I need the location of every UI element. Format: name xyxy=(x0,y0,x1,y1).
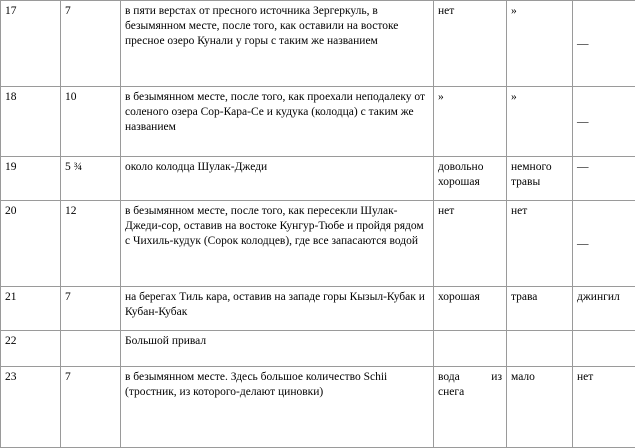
water-cell xyxy=(434,367,507,448)
distance-cell: 7 xyxy=(61,1,121,87)
table-row xyxy=(1,1,635,87)
station-number-cell: 22 xyxy=(1,331,61,367)
distance-cell: 7 xyxy=(61,287,121,331)
water-cell: довольно хорошая xyxy=(434,157,507,201)
station-number-cell: 17 xyxy=(1,1,61,87)
station-number-cell: 18 xyxy=(1,87,61,157)
place-description-cell: в безымянном месте, после того, как пересекли Шулак-Джеди-сор, оставив на востоке Кунгур-Тюбе и пройдя рядом с Чихиль-кудук (Сорок колодцев), где все запасаются водой xyxy=(121,201,434,287)
place-description-cell: в пяти верстах от пресного источника Зергеркуль, в безымянном месте, после того, как оставили на востоке пресное озеро Кунали у горы с таким же названием xyxy=(121,1,434,87)
distance-cell: 12 xyxy=(61,201,121,287)
grass-cell: мало xyxy=(507,367,573,448)
grass-cell xyxy=(507,331,573,367)
distance-cell: 5 ¾ xyxy=(61,157,121,201)
fuel-cell: — xyxy=(573,87,635,157)
distance-cell: 10 xyxy=(61,87,121,157)
station-number-cell: 20 xyxy=(1,201,61,287)
fuel-cell: — xyxy=(573,157,635,201)
table-row xyxy=(1,287,635,331)
grass-cell: немного травы xyxy=(507,157,573,201)
place-description-cell: в безымянном месте. Здесь большое количество Schii (тростник, из которого-делают циновки) xyxy=(121,367,434,448)
grass-cell: » xyxy=(507,1,573,87)
grass-cell: нет xyxy=(507,201,573,287)
station-number-cell: 23 xyxy=(1,367,61,448)
place-description-cell: на берегах Тиль кара, оставив на западе горы Кызыл-Кубак и Кубан-Кубак xyxy=(121,287,434,331)
station-number-cell: 21 xyxy=(1,287,61,331)
water-cell xyxy=(434,331,507,367)
fuel-cell: — xyxy=(573,201,635,287)
water-cell: нет xyxy=(434,1,507,87)
place-description-cell: около колодца Шулак-Джеди xyxy=(121,157,434,201)
grass-cell: трава xyxy=(507,287,573,331)
place-description-cell: Большой привал xyxy=(121,331,434,367)
fuel-cell xyxy=(573,331,635,367)
table-row xyxy=(1,331,635,367)
water-cell-text: вода из снега xyxy=(438,370,502,400)
table-row xyxy=(1,201,635,287)
distance-cell xyxy=(61,331,121,367)
fuel-cell: — xyxy=(573,1,635,87)
station-number-cell: 19 xyxy=(1,157,61,201)
place-description-cell: в безымянном месте, после того, как проехали неподалеку от соленого озера Сор-Кара-Се и кудука (колодца) с таким же названием xyxy=(121,87,434,157)
grass-cell: » xyxy=(507,87,573,157)
fuel-cell: джингил xyxy=(573,287,635,331)
water-cell: » xyxy=(434,87,507,157)
fuel-cell: нет xyxy=(573,367,635,448)
water-cell: хорошая xyxy=(434,287,507,331)
table-row xyxy=(1,87,635,157)
table-row xyxy=(1,367,635,448)
water-cell: нет xyxy=(434,201,507,287)
distance-cell: 7 xyxy=(61,367,121,448)
table-row xyxy=(1,157,635,201)
